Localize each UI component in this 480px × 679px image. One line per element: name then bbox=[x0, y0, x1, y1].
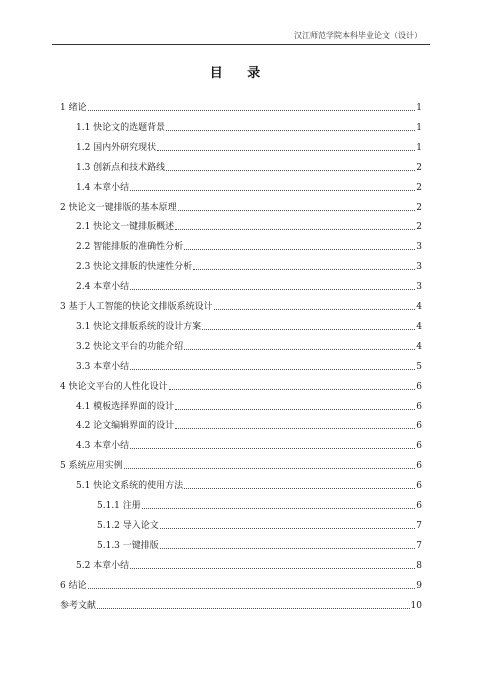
toc-entry[interactable] bbox=[60, 478, 422, 492]
toc-leader-dots bbox=[184, 249, 415, 250]
toc-leader-dots bbox=[175, 409, 415, 410]
toc-entry[interactable] bbox=[60, 259, 422, 273]
toc-entry-label: 2.4 本章小结 bbox=[76, 282, 130, 293]
toc-entry[interactable] bbox=[60, 498, 422, 512]
toc-entry[interactable] bbox=[60, 399, 422, 413]
toc-leader-dots bbox=[175, 428, 415, 429]
toc-entry-label: 参考文献 bbox=[60, 600, 97, 611]
toc-entry-label: 4.2 论文编辑界面的设计 bbox=[76, 421, 175, 432]
toc-leader-dots bbox=[166, 130, 415, 131]
toc-entry-page: 3 bbox=[416, 242, 422, 253]
toc-entry-label: 3 基于人工智能的快论文排版系统设计 bbox=[60, 302, 213, 312]
toc-entry-label: 1.4 本章小结 bbox=[76, 182, 130, 193]
toc-entry-page: 8 bbox=[416, 560, 422, 571]
toc-leader-dots bbox=[166, 170, 415, 171]
toc-entry-page: 6 bbox=[416, 441, 422, 452]
toc-leader-dots bbox=[202, 329, 415, 330]
toc-entry-page: 6 bbox=[416, 461, 422, 472]
toc-leader-dots bbox=[184, 349, 415, 350]
toc-entry[interactable] bbox=[60, 100, 422, 114]
page-title: 目 录 bbox=[209, 66, 271, 81]
toc-entry[interactable] bbox=[60, 319, 422, 333]
toc-entry-page: 2 bbox=[416, 222, 422, 233]
toc-entry[interactable] bbox=[60, 538, 422, 552]
toc-leader-dots bbox=[130, 289, 415, 290]
toc-entry-page: 2 bbox=[416, 202, 422, 213]
toc-entry-page: 1 bbox=[416, 142, 422, 153]
toc-entry-label: 5.1.3 一键排版 bbox=[97, 540, 159, 551]
toc-entry-label: 3.1 快论文排版系统的设计方案 bbox=[76, 321, 202, 332]
toc-entry[interactable] bbox=[60, 418, 422, 432]
toc-entry[interactable] bbox=[60, 458, 422, 472]
toc-leader-dots bbox=[142, 508, 416, 509]
toc-entry-label: 2 快论文一键排版的基本原理 bbox=[60, 202, 177, 213]
toc-entry-label: 1.1 快论文的选题背景 bbox=[76, 122, 166, 133]
toc-entry-label: 2.1 快论文一键排版概述 bbox=[76, 222, 175, 233]
toc-entry-label: 5.1 快论文系统的使用方法 bbox=[76, 481, 184, 492]
toc-entry-page: 6 bbox=[416, 421, 422, 432]
toc-leader-dots bbox=[193, 269, 415, 270]
toc-entry-label: 1.3 创新点和技术路线 bbox=[76, 162, 166, 173]
toc-leader-dots bbox=[124, 468, 416, 469]
toc-leader-dots bbox=[169, 389, 416, 390]
toc-entry-page: 9 bbox=[416, 580, 422, 591]
toc-entry-page: 5 bbox=[416, 361, 422, 372]
toc-entry-label: 2.3 快论文排版的快速性分析 bbox=[76, 262, 193, 273]
toc-entry[interactable] bbox=[60, 219, 422, 233]
toc-entry[interactable] bbox=[60, 359, 422, 373]
toc-leader-dots bbox=[88, 110, 416, 111]
toc-entry-page: 7 bbox=[416, 520, 422, 531]
toc-entry-page: 2 bbox=[416, 162, 422, 173]
toc-entry-page: 3 bbox=[416, 282, 422, 293]
toc-entry-page: 4 bbox=[416, 302, 422, 312]
toc-entry-label: 4.3 本章小结 bbox=[76, 441, 130, 452]
header-text: 汉江师范学院本科毕业论文（设计） bbox=[294, 31, 422, 40]
toc-entry[interactable] bbox=[60, 578, 422, 592]
toc-leader-dots bbox=[178, 210, 416, 211]
toc-entry[interactable] bbox=[60, 598, 422, 612]
toc-entry-page: 6 bbox=[416, 481, 422, 492]
toc-entry-label: 4 快论文平台的人性化设计 bbox=[60, 381, 168, 392]
toc-entry[interactable] bbox=[60, 438, 422, 452]
toc-entry[interactable] bbox=[60, 279, 422, 293]
toc-entry[interactable] bbox=[60, 299, 422, 313]
toc-entry[interactable] bbox=[60, 120, 422, 134]
page-header bbox=[52, 30, 430, 45]
toc-entry-label: 3.3 本章小结 bbox=[76, 361, 130, 372]
toc-entry-page: 4 bbox=[416, 321, 422, 332]
toc-entry-label: 2.2 智能排版的准确性分析 bbox=[76, 242, 184, 253]
toc-leader-dots bbox=[214, 309, 416, 310]
toc-entry[interactable] bbox=[60, 518, 422, 532]
toc-entry-page: 6 bbox=[416, 401, 422, 412]
toc-entry-label: 4.1 模板选择界面的设计 bbox=[76, 401, 175, 412]
toc-entry-label: 6 结论 bbox=[60, 580, 87, 591]
toc-entry[interactable] bbox=[60, 200, 422, 214]
toc-entry-page: 4 bbox=[416, 341, 422, 352]
toc-entry-label: 5.1.2 导入论文 bbox=[97, 520, 159, 531]
toc-entry[interactable] bbox=[60, 180, 422, 194]
toc-entry-page: 6 bbox=[416, 501, 422, 511]
toc-entry[interactable] bbox=[60, 558, 422, 572]
toc-entry-page: 7 bbox=[416, 540, 422, 551]
toc-entry-page: 6 bbox=[416, 381, 422, 392]
toc-leader-dots bbox=[130, 369, 415, 370]
toc-entry-page: 2 bbox=[416, 182, 422, 193]
toc-entry-label: 1.2 国内外研究现状 bbox=[76, 142, 157, 153]
toc-entry-label: 5 系统应用实例 bbox=[60, 461, 123, 472]
toc-entry-page: 1 bbox=[416, 103, 422, 113]
toc-leader-dots bbox=[157, 150, 415, 151]
toc-entry-page: 3 bbox=[416, 262, 422, 273]
toc-entry-label: 5.1.1 注册 bbox=[97, 501, 141, 511]
toc-entry-label: 5.2 本章小结 bbox=[76, 560, 130, 571]
toc-entry-page: 10 bbox=[410, 600, 422, 611]
toc-entry[interactable] bbox=[60, 140, 422, 154]
toc-entry[interactable] bbox=[60, 379, 422, 393]
toc-entry-page: 1 bbox=[416, 122, 422, 133]
toc-entry[interactable] bbox=[60, 339, 422, 353]
toc-leader-dots bbox=[175, 229, 415, 230]
toc-entry[interactable] bbox=[60, 239, 422, 253]
toc-leader-dots bbox=[160, 548, 416, 549]
toc-leader-dots bbox=[88, 588, 416, 589]
toc-leader-dots bbox=[130, 448, 415, 449]
toc-leader-dots bbox=[97, 608, 410, 609]
toc-leader-dots bbox=[184, 488, 415, 489]
toc-entry-label: 3.2 快论文平台的功能介绍 bbox=[76, 341, 184, 352]
toc-leader-dots bbox=[130, 568, 415, 569]
toc-entry-label: 1 绪论 bbox=[60, 103, 87, 113]
toc-leader-dots bbox=[160, 528, 416, 529]
toc-entry[interactable] bbox=[60, 160, 422, 174]
toc-leader-dots bbox=[130, 190, 415, 191]
